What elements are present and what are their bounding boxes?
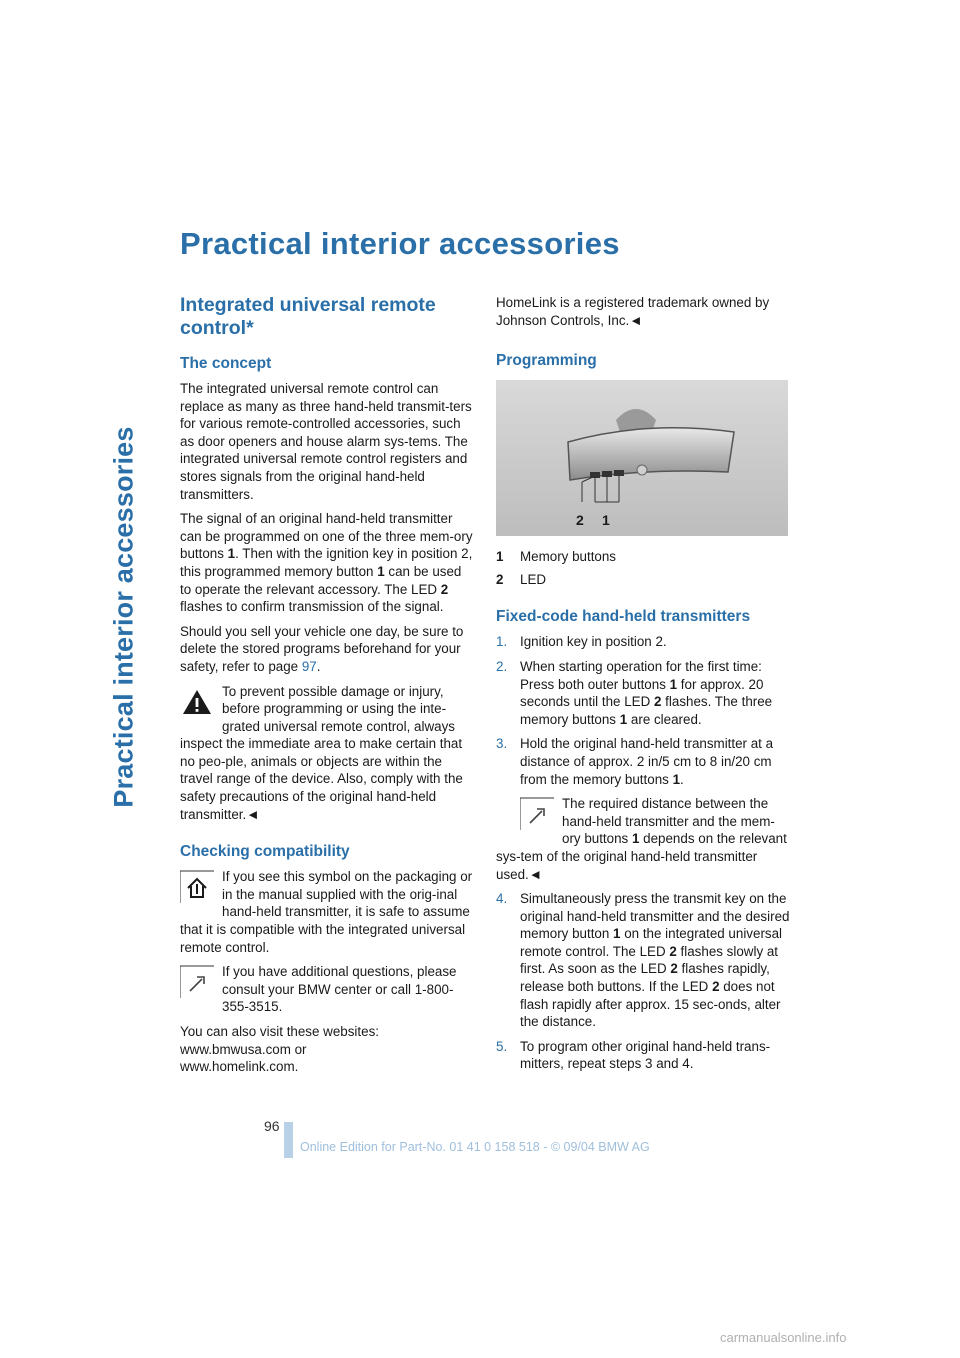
legend-row: 1 Memory buttons — [496, 549, 617, 565]
note-icon — [520, 797, 554, 831]
page-number: 96 — [264, 1118, 280, 1134]
website-bmwusa: www.bmwusa.com or — [180, 1041, 307, 1057]
fixed-code-heading: Fixed-code hand-held transmitters — [496, 608, 751, 626]
trademark-note: HomeLink is a registered trademark owned by Johnson Controls, Inc.◄ — [496, 295, 770, 328]
step-item: 2. When starting operation for the first time: Press both outer buttons 1 for approx. 20 seconds until the LED 2 flashes. The three memory buttons 1 are cleared. — [496, 658, 773, 727]
edition-footer: Online Edition for Part-No. 01 41 0 158 518 - © 09/04 BMW AG — [300, 1140, 650, 1154]
website-homelink: www.homelink.com. — [180, 1059, 299, 1075]
compat-paragraph-1: If you see this symbol on the packaging or in the manual supplied with the orig-inal hand-held transmitter, it is safe to assume that it is compatible with the integrated universal remote control. — [180, 869, 473, 955]
compat-paragraph-2: If you have additional questions, please consult your BMW center or call 1-800-355-3515. — [180, 963, 476, 1016]
homelink-house-icon — [180, 870, 214, 904]
legend-row: 2 LED — [496, 571, 547, 587]
left-column — [180, 294, 476, 1076]
callout-label-1: 1 — [602, 512, 610, 529]
steps-list — [496, 633, 792, 1073]
concept-paragraph-3: Should you sell your vehicle one day, be sure to delete the stored programs beforehand for your safety, refer to page 97. — [180, 623, 464, 674]
warning-note: To prevent possible damage or injury, before programming or using the inte-grated universal remote control, always inspect the immediate area to make certain that no peo-ple, animals or objects are within the travel range of the device. Also, comply with the safety precautions of the original hand-held transmitter.◄ — [180, 683, 463, 822]
distance-note: The required distance between the hand-held transmitter and the mem-ory buttons 1 depends on the relevant sys-tem of the original hand-held transmitter used.◄ — [496, 796, 787, 882]
compat-paragraph-3: You can also visit these websites: — [180, 1024, 379, 1039]
page-link-97[interactable]: 97 — [301, 658, 317, 674]
concept-paragraph-1: The integrated universal remote control can replace as many as three hand-held transmit-ters for various remote-controlled accessories, such as door openers and house alarm sys-tems. The integrated universal remote control registers and stores signals from the original hand-held transmitters. — [180, 381, 472, 502]
concept-heading: The concept — [180, 355, 272, 372]
programming-heading: Programming — [496, 352, 597, 370]
callout-label-2: 2 — [576, 512, 584, 529]
warning-triangle-icon — [180, 685, 214, 719]
mirror-photo — [496, 380, 792, 536]
footer-bar — [284, 1122, 293, 1158]
side-tab — [88, 222, 160, 1012]
step-item: 3. Hold the original hand-held transmitter at a distance of approx. 2 in/5 cm to 8 in/20 cm from the memory buttons 1. The required distance between the hand-held transmitter and the mem-ory buttons 1 depends on the relevant sys-tem of the original hand-held transmitter used.◄ — [496, 735, 792, 883]
section-title: Integrated universal remote control* — [180, 294, 436, 339]
side-tab-label: Practical interior accessories — [108, 426, 139, 808]
watermark: carmanualsonline.info — [720, 1330, 847, 1345]
note-icon — [180, 965, 214, 999]
step-item: 5. To program other original hand-held trans-mitters, repeat steps 3 and 4. — [496, 1038, 771, 1072]
right-column — [496, 294, 792, 1080]
step-item: 1. Ignition key in position 2. — [496, 634, 667, 650]
compat-heading: Checking compatibility — [180, 843, 350, 861]
concept-paragraph-2: The signal of an original hand-held transmitter can be programmed on one of the three mem-ory buttons 1. Then with the ignition key in position 2, this programmed memory button 1 can be used to operate the relevant accessory. The LED 2 flashes to confirm transmission of the signal. — [180, 511, 473, 615]
page-title: Practical interior accessories — [180, 226, 620, 261]
step-item: 4. Simultaneously press the transmit key on the original hand-held transmitter and the desired memory button 1 on the integrated universal remote control. The LED 2 flashes slowly at first. As soon as the LED 2 flashes rapidly, release both buttons. If the LED 2 does not flash rapidly after approx. 15 sec-onds, alter the distance. — [496, 891, 790, 1030]
